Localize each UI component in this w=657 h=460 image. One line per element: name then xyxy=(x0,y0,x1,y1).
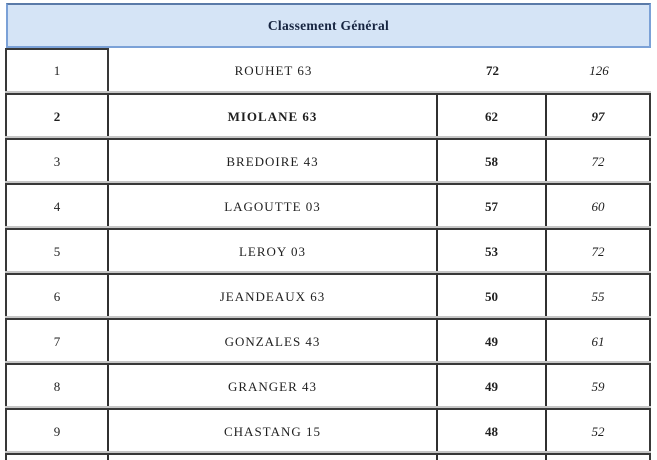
table-row xyxy=(5,183,651,228)
score-cell: 48 xyxy=(438,410,547,453)
rank-cell: 6 xyxy=(7,275,109,318)
name-cell: GONZALES 43 xyxy=(109,320,438,363)
rank-cell: 2 xyxy=(7,95,109,138)
total-cell: 72 xyxy=(591,153,605,169)
score-cell xyxy=(438,455,547,460)
rank-cell: 8 xyxy=(7,365,109,408)
table-row xyxy=(5,273,651,318)
table-row xyxy=(5,93,651,138)
score-cell: 50 xyxy=(438,275,547,318)
score-cell: 57 xyxy=(438,185,547,228)
table-row xyxy=(5,408,651,453)
table-row-clipped xyxy=(5,453,651,460)
total-cell: 61 xyxy=(591,333,605,349)
name-cell: MIOLANE 63 xyxy=(109,95,438,138)
rank-cell: 3 xyxy=(7,140,109,183)
total-cell: 52 xyxy=(591,423,605,439)
score-cell: 72 xyxy=(486,62,499,78)
name-cell: ROUHET 63 xyxy=(234,62,313,78)
rank-cell: 4 xyxy=(7,185,109,228)
score-cell: 62 xyxy=(438,95,547,138)
total-cell xyxy=(547,455,649,460)
rank-cell: 7 xyxy=(7,320,109,363)
name-cell: JEANDEAUX 63 xyxy=(109,275,438,318)
total-cell: 59 xyxy=(591,378,605,394)
table-row xyxy=(5,48,651,93)
name-cell: GRANGER 43 xyxy=(109,365,438,408)
name-cell: BREDOIRE 43 xyxy=(109,140,438,183)
score-cell: 53 xyxy=(438,230,547,273)
table-row xyxy=(5,138,651,183)
rank-cell: 1 xyxy=(5,48,109,93)
table-row xyxy=(5,318,651,363)
ranking-table xyxy=(5,48,651,460)
table-row xyxy=(5,363,651,408)
table-header-band xyxy=(6,3,651,48)
total-cell: 97 xyxy=(591,108,605,124)
total-cell: 60 xyxy=(591,198,605,214)
score-cell: 49 xyxy=(438,365,547,408)
total-cell: 126 xyxy=(589,62,609,78)
score-cell: 58 xyxy=(438,140,547,183)
table-title: Classement Général xyxy=(267,17,390,33)
name-cell: LAGOUTTE 03 xyxy=(109,185,438,228)
rank-cell: 5 xyxy=(7,230,109,273)
rank-cell: 9 xyxy=(7,410,109,453)
name-cell: CHASTANG 15 xyxy=(109,410,438,453)
rank-cell xyxy=(7,455,109,460)
score-cell: 49 xyxy=(438,320,547,363)
name-cell: LEROY 03 xyxy=(109,230,438,273)
table-row xyxy=(5,228,651,273)
total-cell: 55 xyxy=(591,288,605,304)
total-cell: 72 xyxy=(591,243,605,259)
name-cell xyxy=(109,455,438,460)
